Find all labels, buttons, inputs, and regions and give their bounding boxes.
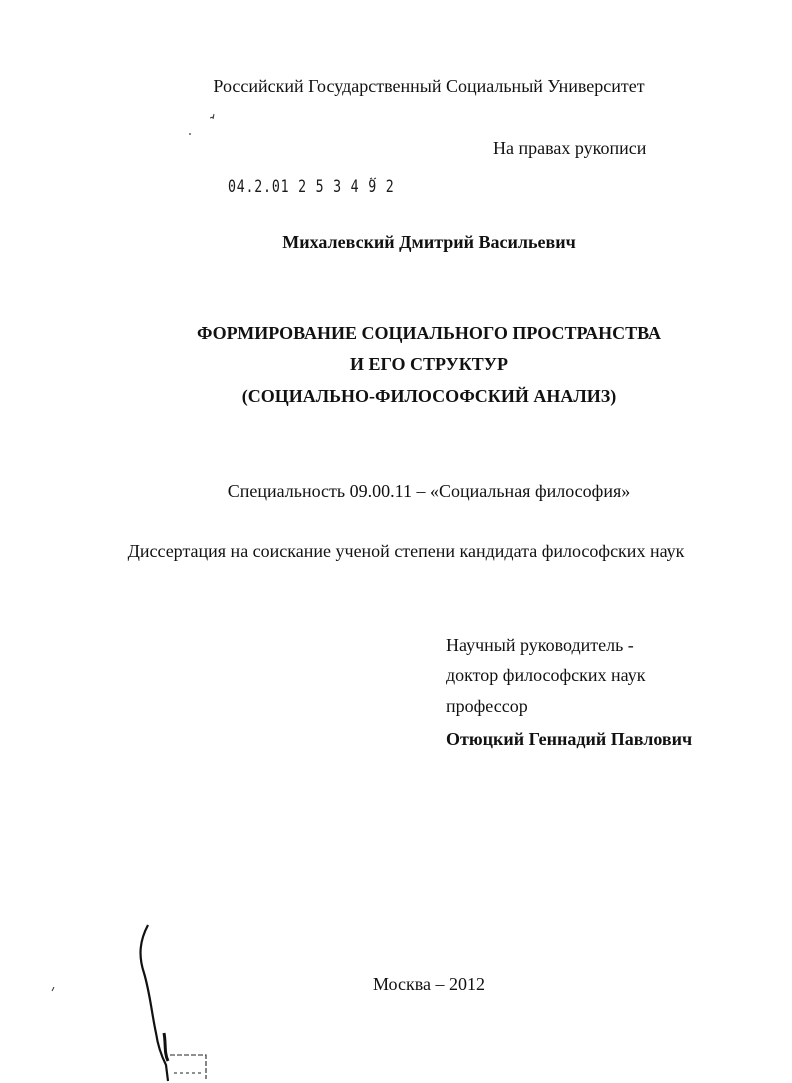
- supervisor-name: Отюцкий Геннадий Павлович: [446, 729, 693, 749]
- author-name: Михалевский Дмитрий Васильевич: [282, 232, 576, 252]
- thesis-title-line-1: ФОРМИРОВАНИЕ СОЦИАЛЬНОГО ПРОСТРАНСТВА: [196, 323, 662, 343]
- university-name: Российский Государственный Социальный Университет: [213, 76, 645, 96]
- speciality-line: Специальность 09.00.11 – «Социальная философия»: [227, 481, 631, 501]
- supervisor-degree: доктор философских наук: [446, 665, 646, 685]
- city-year: Москва – 2012: [373, 974, 485, 994]
- dissertation-degree-line: Диссертация на соискание ученой степени кандидата философских наук: [127, 541, 685, 561]
- thesis-title-line-2: И ЕГО СТРУКТУР: [349, 354, 509, 374]
- thesis-title-line-3: (СОЦИАЛЬНО-ФИЛОСОФСКИЙ АНАЛИЗ): [241, 386, 617, 406]
- registration-stamp-number: 04.2.01 2 5 3 4 9 2: [228, 177, 395, 197]
- binding-edge-scan-artifact: [40, 915, 230, 1083]
- supervisor-rank: профессор: [446, 696, 528, 716]
- stamp-tick-mark: [368, 176, 380, 186]
- supervisor-role: Научный руководитель -: [446, 635, 634, 655]
- manuscript-rights-note: На правах рукописи: [493, 138, 647, 158]
- scan-speck-top: [180, 110, 230, 140]
